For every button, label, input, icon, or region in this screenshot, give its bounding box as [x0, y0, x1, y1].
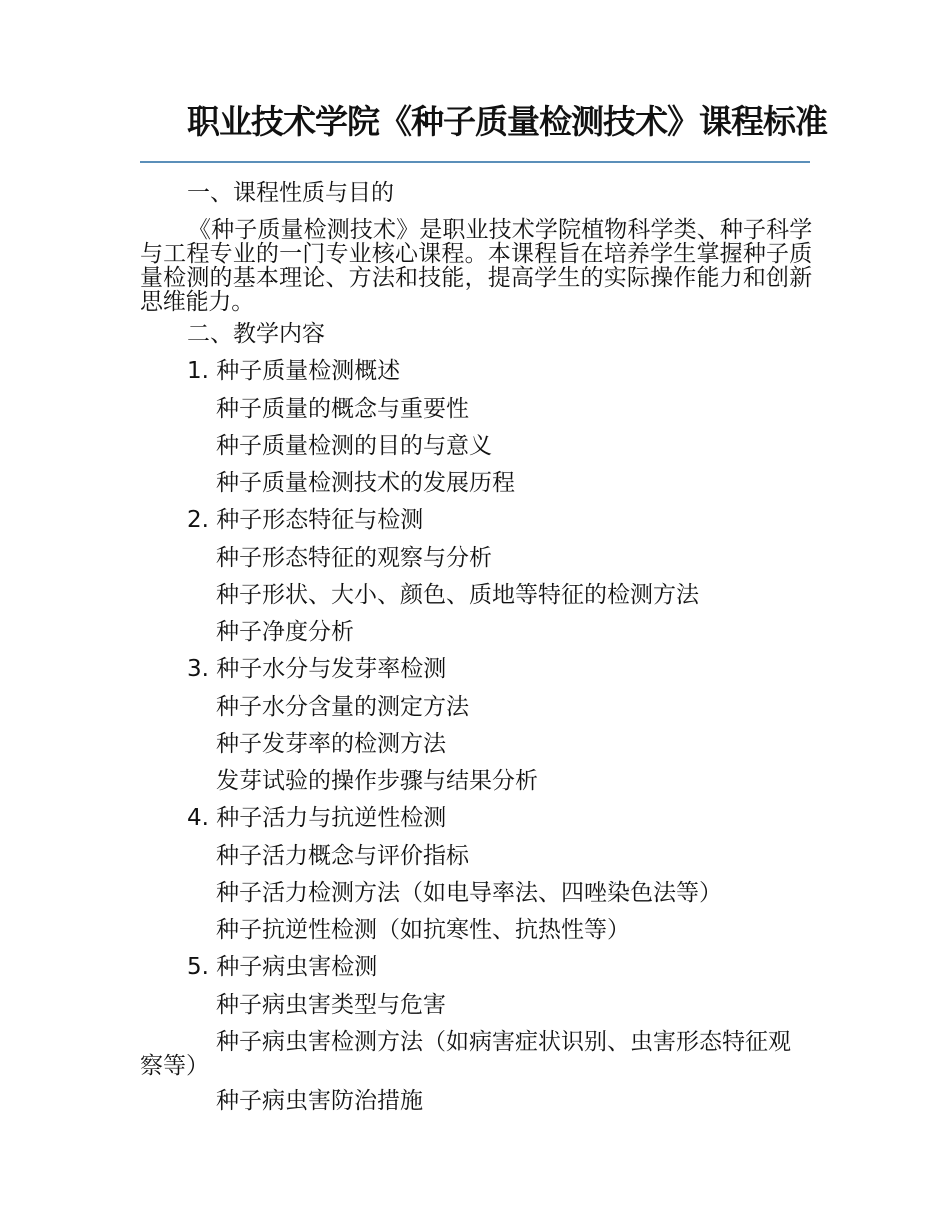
title-underline — [140, 161, 810, 163]
topic-heading: 3. 种子水分与发芽率检测 — [187, 656, 447, 682]
topic-item: 种子净度分析 — [216, 619, 354, 645]
topic-item: 种子活力检测方法（如电导率法、四唑染色法等） — [216, 880, 722, 906]
topic-heading: 5. 种子病虫害检测 — [187, 954, 378, 980]
topic-item: 种子病虫害检测方法（如病害症状识别、虫害形态特征观察等） — [140, 1029, 791, 1079]
topic-item: 种子活力概念与评价指标 — [216, 843, 469, 869]
topic-heading: 1. 种子质量检测概述 — [187, 358, 401, 384]
topic-item: 种子质量检测的目的与意义 — [216, 433, 492, 459]
topic-item: 种子水分含量的测定方法 — [216, 694, 469, 720]
topic-item: 种子形状、大小、颜色、质地等特征的检测方法 — [216, 582, 699, 608]
topic-heading: 4. 种子活力与抗逆性检测 — [187, 805, 447, 831]
section-heading-2: 二、教学内容 — [187, 321, 325, 347]
document-title: 职业技术学院《种子质量检测技术》课程标准 — [187, 102, 827, 141]
topic-item: 种子病虫害防治措施 — [216, 1088, 423, 1114]
section-heading-1: 一、课程性质与目的 — [187, 180, 394, 206]
topic-item: 种子质量检测技术的发展历程 — [216, 470, 515, 496]
topic-item: 种子病虫害类型与危害 — [216, 992, 446, 1018]
topic-heading: 2. 种子形态特征与检测 — [187, 507, 424, 533]
topic-item: 种子形态特征的观察与分析 — [216, 545, 492, 571]
topic-item: 发芽试验的操作步骤与结果分析 — [216, 768, 538, 794]
topic-item: 种子质量的概念与重要性 — [216, 396, 469, 422]
topic-item: 种子抗逆性检测（如抗寒性、抗热性等） — [216, 917, 630, 943]
section-1-paragraph: 《种子质量检测技术》是职业技术学院植物科学类、种子科学与工程专业的一门专业核心课程。本课程旨在培养学生掌握种子质量检测的基本理论、方法和技能，提高学生的实际操作能力和创新思维能力。 — [140, 217, 812, 315]
topic-item: 种子发芽率的检测方法 — [216, 731, 446, 757]
